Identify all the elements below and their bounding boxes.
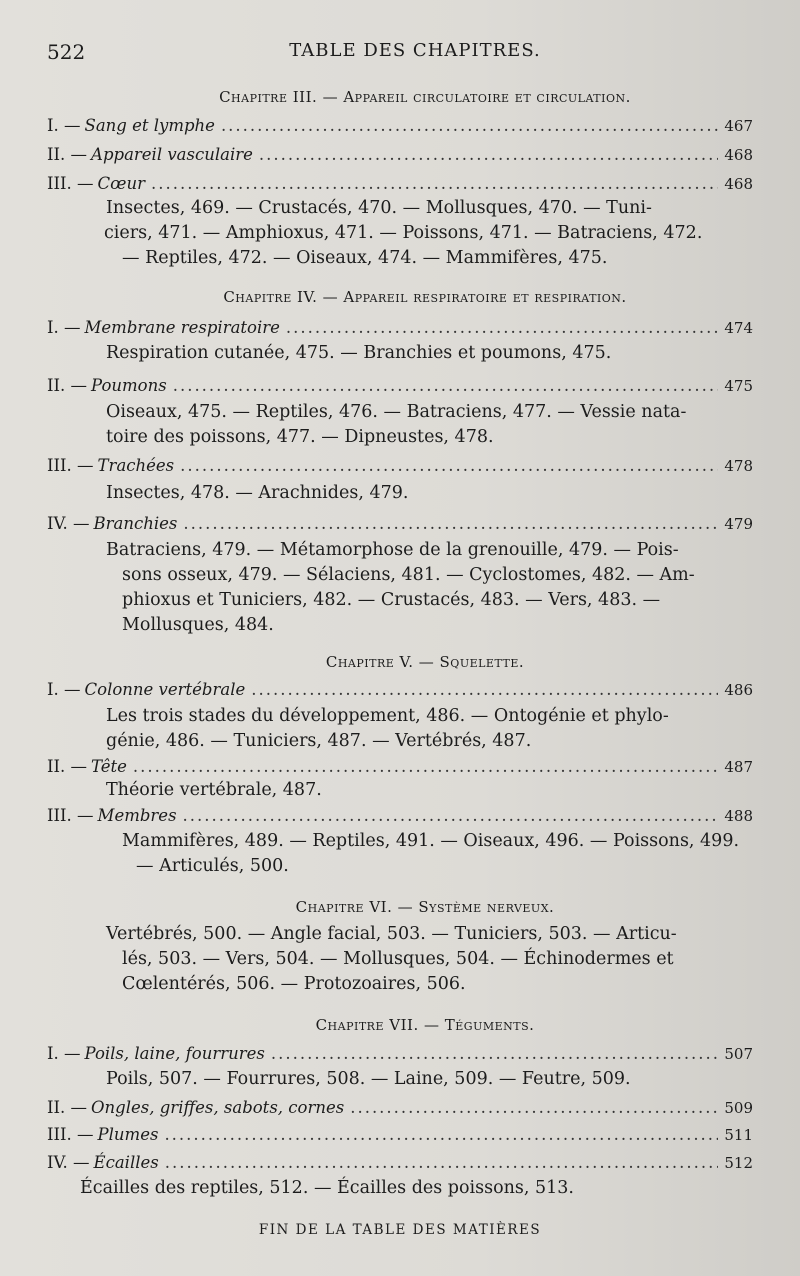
entry-title: Membrane respiratoire (84, 318, 280, 337)
desc-line: phioxus et Tuniciers, 482. — Crustacés, 483. — Vers, 483. — (122, 590, 661, 610)
entry-page: 512 (724, 1154, 753, 1172)
desc-line: Insectes, 469. — Crustacés, 470. — Mollusques, 470. — Tuni- (106, 198, 652, 218)
toc-entry (47, 680, 753, 699)
entry-description (106, 1067, 706, 1092)
dot-leader (251, 680, 718, 699)
entry-number: III. — (47, 174, 94, 193)
entry-number: III. — (47, 456, 94, 475)
dot-leader (350, 1098, 718, 1117)
entry-description (106, 400, 706, 450)
entry-title: Écailles (93, 1153, 159, 1172)
entry-title: Poumons (91, 376, 167, 395)
toc-entry (47, 456, 753, 475)
entry-page: 488 (724, 807, 753, 825)
entry-description (106, 538, 706, 638)
entry-page: 468 (724, 146, 753, 164)
entry-title: Branchies (93, 514, 178, 533)
desc-line: Mammifères, 489. — Reptiles, 491. — Oiseaux, 496. — Poissons, 499. (122, 831, 740, 851)
chapter-heading: Chapitre IV. — Appareil respiratoire et respiration. (223, 288, 627, 306)
entry-page: 507 (724, 1045, 753, 1063)
toc-entry (47, 318, 753, 337)
page-number: 522 (47, 40, 86, 64)
desc-line: — Reptiles, 472. — Oiseaux, 474. — Mammifères, 475. (122, 248, 608, 268)
desc-line: Les trois stades du développement, 486. — Ontogénie et phylo- (106, 706, 669, 726)
entry-page: 511 (724, 1126, 753, 1144)
dot-leader (183, 514, 718, 533)
chapter-heading: Chapitre VI. — Système nerveux. (295, 898, 555, 916)
dot-leader (183, 806, 719, 825)
entry-number: III. — (47, 1125, 94, 1144)
entry-description (106, 922, 706, 997)
dot-leader (165, 1153, 719, 1172)
chapter-heading: Chapitre V. — Squelette. (325, 653, 525, 671)
desc-line: Respiration cutanée, 475. — Branchies et poumons, 475. (106, 343, 612, 363)
desc-line: génie, 486. — Tuniciers, 487. — Vertébrés, 487. (106, 731, 532, 751)
entry-title: Sang et lymphe (84, 116, 215, 135)
dot-leader (259, 145, 718, 164)
toc-entry (47, 806, 753, 825)
toc-entry (47, 1044, 753, 1063)
entry-page: 474 (724, 319, 753, 337)
entry-title: Colonne vertébrale (84, 680, 246, 699)
entry-title: Cœur (97, 174, 146, 193)
dot-leader (164, 1125, 718, 1144)
entry-number: II. — (47, 1098, 88, 1117)
entry-number: II. — (47, 145, 88, 164)
entry-number: I. — (47, 680, 81, 699)
entry-page: 486 (724, 681, 753, 699)
dot-leader (173, 376, 719, 395)
entry-description (80, 1176, 680, 1201)
chapter-heading: Chapitre VII. — Téguments. (315, 1016, 535, 1034)
entry-description (106, 778, 706, 803)
end-of-table-note: FIN DE LA TABLE DES MATIÈRES (258, 1222, 542, 1238)
desc-line: ciers, 471. — Amphioxus, 471. — Poissons, 471. — Batraciens, 472. (104, 223, 703, 243)
toc-entry (47, 1125, 753, 1144)
entry-description (106, 481, 706, 506)
desc-line: lés, 503. — Vers, 504. — Mollusques, 504. — Échinodermes et (122, 949, 674, 969)
entry-number: II. — (47, 757, 88, 776)
desc-line: Cœlentérés, 506. — Protozoaires, 506. (122, 974, 466, 994)
entry-description (106, 341, 706, 366)
entry-number: IV. — (47, 1153, 90, 1172)
desc-line: Théorie vertébrale, 487. (106, 780, 322, 800)
desc-line: — Articulés, 500. (136, 856, 289, 876)
toc-entry (47, 116, 753, 135)
desc-line: Insectes, 478. — Arachnides, 479. (106, 483, 409, 503)
entry-description (106, 829, 740, 879)
entry-page: 487 (724, 758, 753, 776)
dot-leader (180, 456, 718, 475)
toc-entry (47, 145, 753, 164)
toc-entry (47, 174, 753, 193)
entry-number: I. — (47, 116, 81, 135)
desc-line: Batraciens, 479. — Métamorphose de la grenouille, 479. — Pois- (106, 540, 679, 560)
entry-title: Poils, laine, fourrures (84, 1044, 265, 1063)
toc-entry (47, 1098, 753, 1117)
desc-line: Écailles des reptiles, 512. — Écailles des poissons, 513. (80, 1178, 574, 1198)
dot-leader (151, 174, 718, 193)
entry-number: IV. — (47, 514, 90, 533)
desc-line: sons osseux, 479. — Sélaciens, 481. — Cyclostomes, 482. — Am- (122, 565, 695, 585)
entry-title: Ongles, griffes, sabots, cornes (91, 1098, 345, 1117)
entry-page: 467 (724, 117, 753, 135)
entry-number: II. — (47, 376, 88, 395)
entry-number: III. — (47, 806, 94, 825)
entry-description (106, 196, 706, 271)
desc-line: Poils, 507. — Fourrures, 508. — Laine, 509. — Feutre, 509. (106, 1069, 631, 1089)
desc-line: Vertébrés, 500. — Angle facial, 503. — Tuniciers, 503. — Articu- (106, 924, 677, 944)
dot-leader (286, 318, 718, 337)
entry-title: Plumes (97, 1125, 159, 1144)
entry-description (106, 704, 706, 754)
desc-line: toire des poissons, 477. — Dipneustes, 478. (106, 427, 494, 447)
dot-leader (133, 757, 718, 776)
desc-line: Oiseaux, 475. — Reptiles, 476. — Batraciens, 477. — Vessie nata- (106, 402, 687, 422)
toc-entry (47, 514, 753, 533)
toc-entry (47, 1153, 753, 1172)
entry-title: Appareil vasculaire (91, 145, 253, 164)
running-title: TABLE DES CHAPITRES. (289, 40, 541, 61)
chapter-heading: Chapitre III. — Appareil circulatoire et circulation. (219, 88, 631, 106)
entry-page: 478 (724, 457, 753, 475)
entry-page: 475 (724, 377, 753, 395)
desc-line: Mollusques, 484. (122, 615, 274, 635)
entry-number: I. — (47, 318, 81, 337)
toc-entry (47, 757, 753, 776)
entry-number: I. — (47, 1044, 81, 1063)
entry-page: 479 (724, 515, 753, 533)
toc-entry (47, 376, 753, 395)
dot-leader (271, 1044, 719, 1063)
entry-page: 468 (724, 175, 753, 193)
entry-title: Membres (97, 806, 177, 825)
entry-page: 509 (724, 1099, 753, 1117)
dot-leader (221, 116, 718, 135)
entry-title: Tête (91, 757, 127, 776)
entry-title: Trachées (97, 456, 175, 475)
